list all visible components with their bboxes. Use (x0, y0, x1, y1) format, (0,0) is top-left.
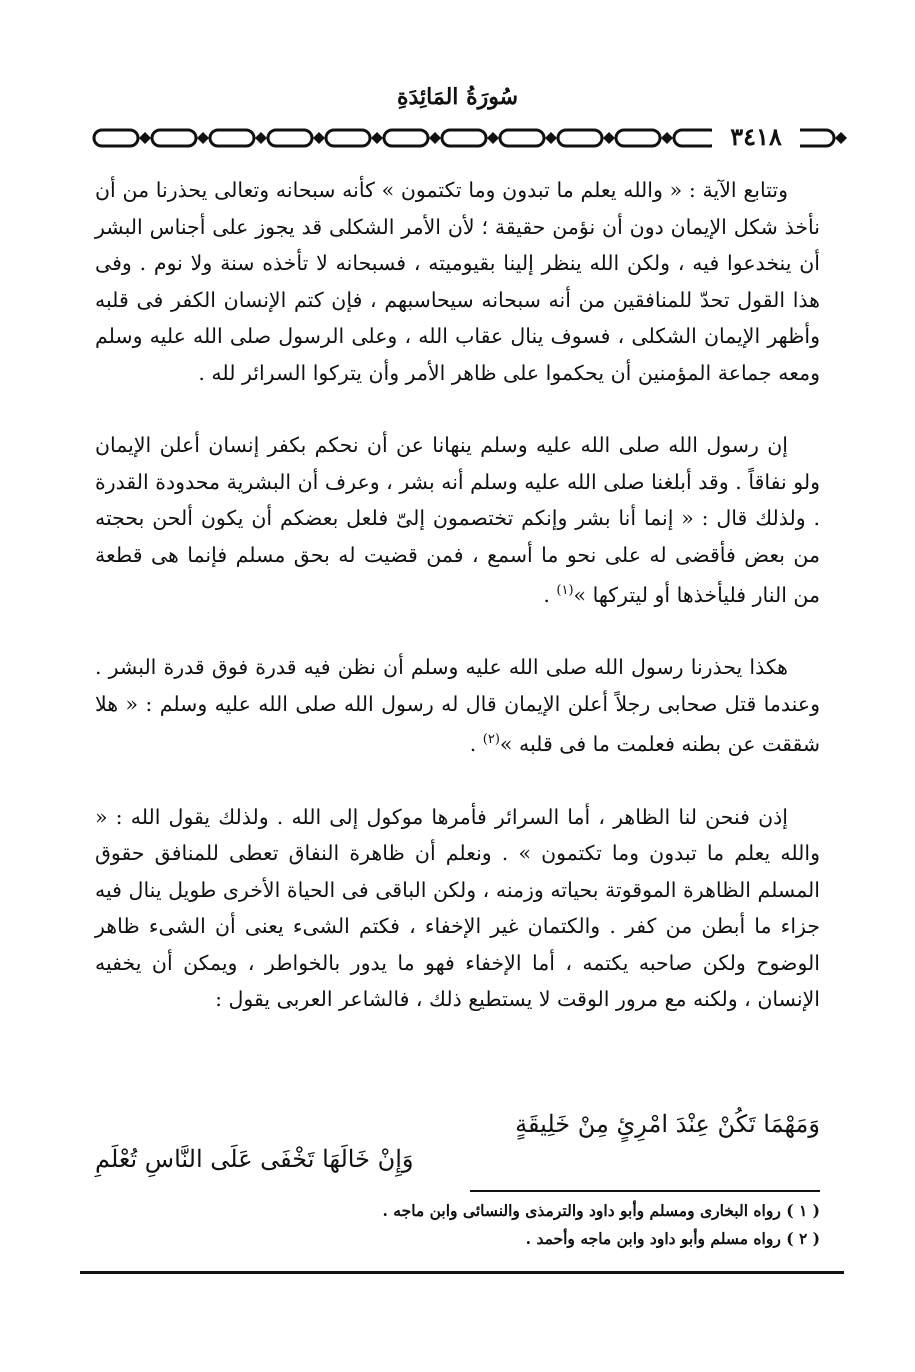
footnote-separator (470, 1190, 820, 1192)
paragraph-text: وتتابع الآية : « والله يعلم ما تبدون وما تكتمون » كأنه سبحانه وتعالى يحذرنا من أن نأخذ شكل الإيمان دون أن نؤمن حقيقة ؛ لأن الأمر الشكلى قد يجوز على أجناس البشر أن ينخدعوا فيه ، ولكن الله ينظر إلينا بقيوميته ، فسبحانه لا تأخذه سنة ولا نوم . وفى هذا القول تحدّ للمنافقين من أنه سبحانه سيحاسبهم ، فإن كتم الإنسان الكفر فى قلبه وأظهر الإيمان الشكلى ، فسوف ينال عقاب الله ، وعلى الرسول صلى الله عليه وسلم ومعه جماعة المؤمنين أن يحكموا على ظاهر الأمر وأن يتركوا السرائر لله . (95, 178, 820, 385)
paragraph-2 (95, 427, 820, 613)
chain-link (442, 130, 486, 146)
paragraph-end: . (469, 732, 483, 757)
chain-link (210, 130, 254, 146)
verse-line-1: وَمَهْمَا تَكُنْ عِنْدَ امْرِئٍ مِنْ خَلِيقَةٍ (515, 1110, 820, 1138)
paragraph-3 (95, 649, 820, 762)
main-text (95, 172, 820, 1018)
chain-diamond (429, 132, 441, 144)
paragraph-4 (95, 799, 820, 1018)
paragraph-text: إن رسول الله صلى الله عليه وسلم ينهانا عن أن نحكم بكفر إنسان أعلن الإيمان ولو نفاقاً . وقد أبلغنا صلى الله عليه وسلم أنه بشر ، وعرف أن البشرية محدودة القدرة . ولذلك قال : « إنما أنا بشر وإنكم تختصمون إلىّ فلعل بعضكم أن يكون ألحن بحجته من بعض فأقضى له على نحو ما أسمع ، فمن قضيت له بحق مسلم فإنما هى قطعة من النار فليأخذها أو ليتركها » (95, 433, 820, 607)
chain-diamond (197, 132, 209, 144)
chain-diamond (545, 132, 557, 144)
chain-link (94, 130, 138, 146)
surah-title: سُورَةُ المَائِدَةِ (396, 84, 519, 110)
chain-link (326, 130, 370, 146)
bottom-border-line (80, 1271, 844, 1274)
chain-diamond (661, 132, 673, 144)
chain-diamond (255, 132, 267, 144)
chain-diamond (603, 132, 615, 144)
chain-diamond (371, 132, 383, 144)
chain-diamond (313, 132, 325, 144)
chain-diamond (139, 132, 151, 144)
verse-line-2: وَإِنْ خَالَهَا تَخْفَى عَلَى النَّاسِ تُعْلَمِ (95, 1145, 414, 1173)
chain-link (616, 130, 660, 146)
paragraph-end: . (543, 582, 557, 607)
page-number: ٣٤١٨ (712, 121, 800, 153)
paragraph-1 (95, 172, 820, 391)
footnote-1: ( ١ ) رواه البخارى ومسلم وأبو داود والترمذى والنسائى وابن ماجه . (382, 1201, 820, 1220)
chain-link (268, 130, 312, 146)
chain-link (500, 130, 544, 146)
chain-link (152, 130, 196, 146)
footnote-ref-2: (٢) (482, 732, 500, 748)
chain-link (384, 130, 428, 146)
footnote-2: ( ٢ ) رواه مسلم وأبو داود وابن ماجه وأحمد . (525, 1229, 820, 1248)
chain-diamond (487, 132, 499, 144)
paragraph-text: إذن فنحن لنا الظاهر ، أما السرائر فأمرها موكول إلى الله . ولذلك يقول الله : « والله يعلم ما تبدون وما تكتمون » . ونعلم أن ظاهرة النفاق تعطى للمنافق حقوق المسلم الظاهرة الموقوتة بحياته وزمنه ، ولكن الباقى فى الحياة الأخرى طويل ينال فيه جزاء ما أبطن من كفر . والكتمان غير الإخفاء ، فكتم الشىء يعنى أن الشىء ظاهر الوضوح ولكن صاحبه يكتمه ، أما الإخفاء فهو ما يدور بالخواطر ، ويمكن أن يخفيه الإنسان ، ولكنه مع مرور الوقت لا يستطيع ذلك ، فالشاعر العربى يقول : (95, 804, 820, 1012)
chain-diamond (835, 132, 847, 144)
footnote-ref-1: (١) (556, 583, 574, 598)
paragraph-text: هكذا يحذرنا رسول الله صلى الله عليه وسلم أن نظن فيه قدرة فوق قدرة البشر . وعندما قتل صحابى رجلاً أعلن الإيمان قال له رسول الله صلى الله عليه وسلم : « هلا شققت عن بطنه فعلمت ما فى قلبه » (95, 655, 820, 757)
chain-link (558, 130, 602, 146)
